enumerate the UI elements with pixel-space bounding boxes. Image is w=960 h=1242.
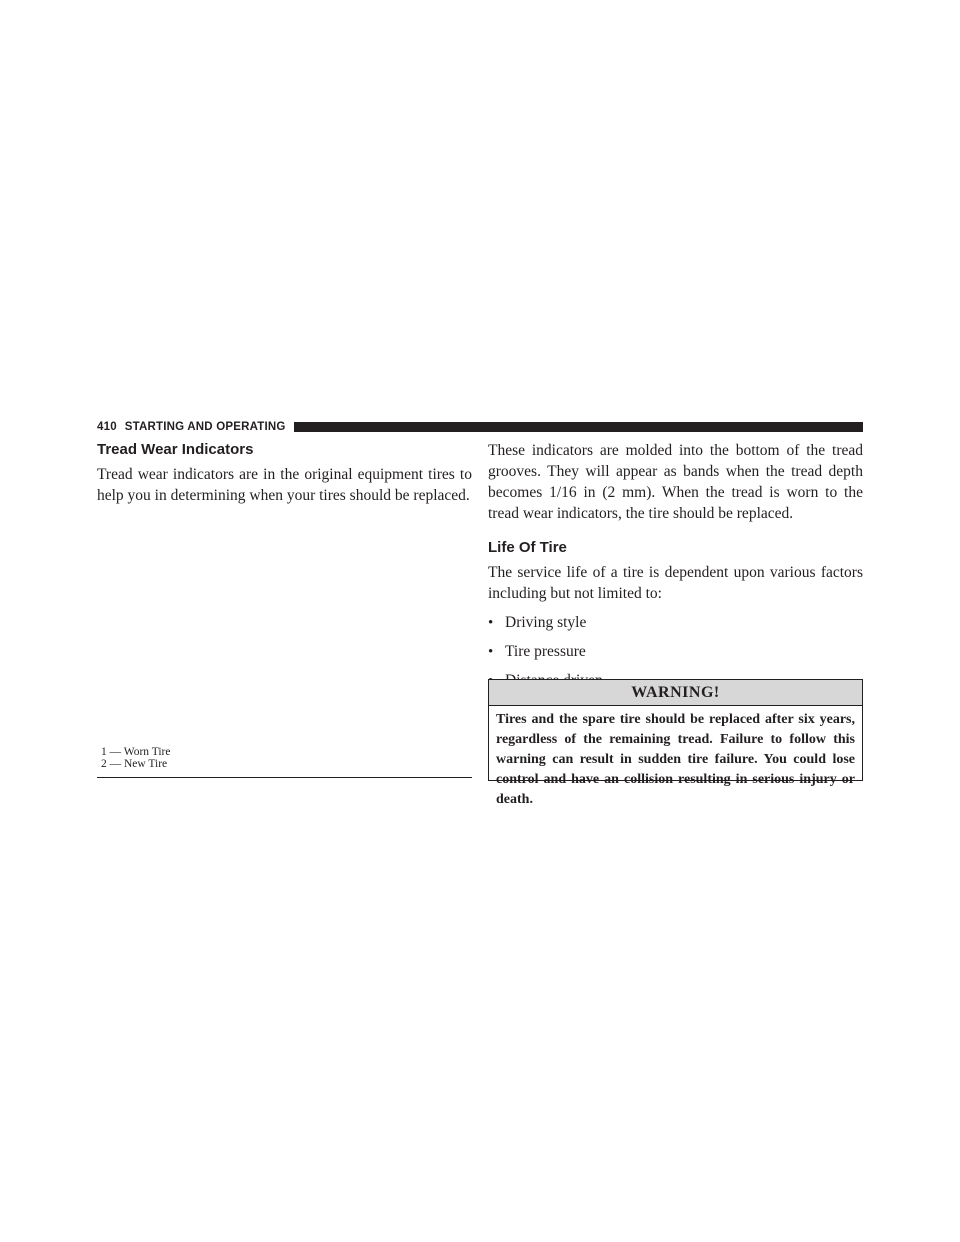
tread-wear-paragraph: Tread wear indicators are in the original equipment tires to help you in determining when your tires should be replaced.	[97, 466, 472, 504]
list-item	[488, 641, 863, 663]
tire-figure-area	[97, 516, 472, 736]
bullet-icon: •	[488, 644, 494, 660]
page-number: 410	[97, 421, 117, 433]
warning-title: WARNING!	[489, 680, 862, 706]
bullet-icon: •	[488, 615, 494, 631]
caption-divider	[97, 777, 472, 778]
warning-box	[488, 679, 863, 807]
left-column	[97, 440, 472, 736]
list-item	[488, 612, 863, 634]
list-item-text: Driving style	[505, 614, 587, 631]
right-column	[488, 440, 863, 699]
caption-worn-tire: 1 — Worn Tire	[101, 746, 171, 758]
figure-caption	[97, 746, 472, 770]
tread-wear-heading: Tread Wear Indicators	[97, 441, 254, 458]
section-title: STARTING AND OPERATING	[124, 421, 286, 433]
indicators-paragraph: These indicators are molded into the bottom of the tread grooves. They will appear as bands when the tread depth becomes 1/16 in (2 mm). When the tread is worn to the tread wear indicators, the tire should be replaced.	[488, 442, 863, 522]
page-header	[97, 419, 863, 435]
header-bar	[294, 422, 863, 432]
list-item-text: Tire pressure	[505, 643, 586, 660]
life-of-tire-paragraph: The service life of a tire is dependent upon various factors including but not limited to:	[488, 564, 863, 602]
caption-new-tire: 2 — New Tire	[101, 758, 168, 770]
life-of-tire-heading: Life Of Tire	[488, 539, 567, 556]
warning-text: Tires and the spare tire should be replaced after six years, regardless of the remaining tread. Failure to follow this warning can result in sudden tire failure. You could lose control and have an collision resulting in serious injury or death.	[496, 712, 855, 807]
